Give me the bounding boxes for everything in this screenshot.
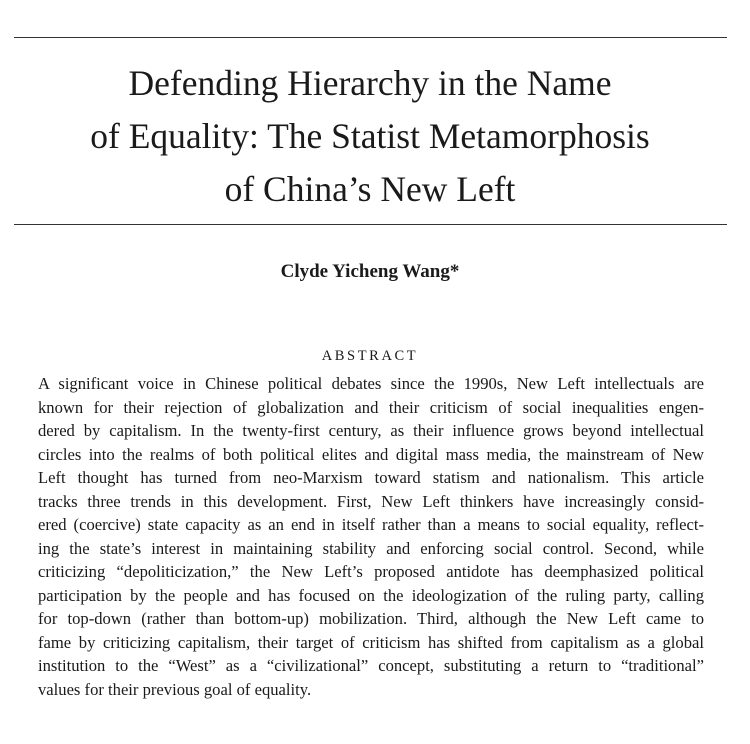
abstract-line: Left thought has turned from neo-Marxism toward statism and nationalism. This article — [38, 468, 704, 487]
abstract-line: circles into the realms of both political elites and digital mass media, the mainstream of New — [38, 444, 704, 464]
title-line: of Equality: The Statist Metamorphosis — [90, 116, 650, 156]
abstract-line: tracks three trends in this development. First, New Left thinkers have increasingly consid- — [38, 491, 704, 511]
bottom-rule — [14, 224, 727, 225]
abstract-line: fame by criticizing capitalism, their target of criticism has shifted from capitalism as a global — [38, 632, 704, 652]
abstract-line: known for their rejection of globalization and their criticism of social inequalities engen- — [38, 397, 704, 417]
abstract-line: institution to the “West” as a “civilizational” concept, substituting a return to “traditional” — [38, 656, 704, 675]
article-title — [20, 57, 720, 216]
abstract-line: ered (coercive) state capacity as an end in itself rather than a means to social equality, reflect- — [38, 515, 704, 534]
abstract-line: participation by the people and has focused on the ideologization of the ruling party, calling — [38, 585, 704, 605]
abstract-line: ing the state’s interest in maintaining stability and enforcing social control. Second, while — [38, 538, 704, 558]
author-name: Clyde Yicheng Wang* — [280, 261, 460, 282]
abstract-line: dered by capitalism. In the twenty-first century, as their influence grows beyond intellectual — [38, 421, 704, 440]
abstract-line: for top-down (rather than bottom-up) mobilization. Third, although the New Left came to — [38, 609, 704, 628]
title-line: of China’s New Left — [224, 169, 516, 209]
abstract-line: criticizing “depoliticization,” the New Left’s proposed antidote has deemphasized political — [38, 562, 704, 581]
abstract-heading: ABSTRACT — [321, 348, 419, 364]
top-rule — [14, 37, 727, 38]
title-line: Defending Hierarchy in the Name — [128, 63, 612, 103]
abstract-line: values for their previous goal of equality. — [38, 679, 312, 699]
abstract-body — [38, 372, 704, 701]
abstract-line: A significant voice in Chinese political debates since the 1990s, New Left intellectuals are — [38, 374, 704, 393]
